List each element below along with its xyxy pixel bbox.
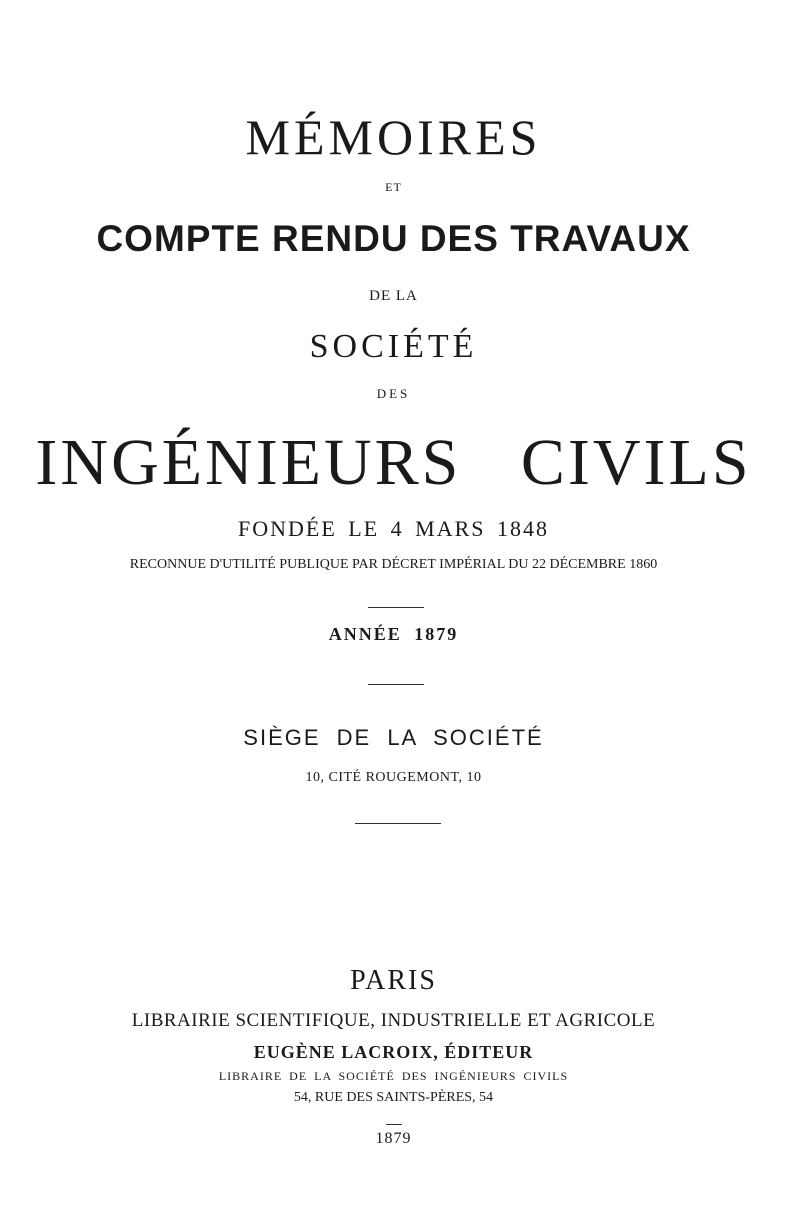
conjunction-et: ET	[385, 180, 402, 194]
divider-rule	[386, 1124, 402, 1125]
subtitle-compte-rendu: COMPTE RENDU DES TRAVAUX	[96, 218, 691, 259]
siege-heading: SIÈGE DE LA SOCIÉTÉ	[243, 725, 544, 750]
preposition-de-la: DE LA	[369, 288, 418, 304]
year-label: ANNÉE 1879	[328, 624, 459, 644]
divider-rule	[368, 684, 424, 685]
preposition-des: DES	[376, 386, 411, 401]
siege-address: 10, CITÉ ROUGEMONT, 10	[305, 770, 482, 785]
main-title: MÉMOIRES	[245, 109, 542, 165]
divider-rule	[355, 823, 441, 824]
imprint-editeur: EUGÈNE LACROIX, ÉDITEUR	[253, 1042, 534, 1062]
imprint-libraire-de: LIBRAIRE DE LA SOCIÉTÉ DES INGÉNIEURS CIVILS	[218, 1069, 569, 1083]
imprint-librairie: LIBRAIRIE SCIENTIFIQUE, INDUSTRIELLE ET AGRICOLE	[131, 1010, 656, 1031]
divider-rule	[368, 607, 424, 608]
imprint-year: 1879	[375, 1130, 412, 1147]
societe-heading: SOCIÉTÉ	[309, 328, 478, 365]
imprint-city: PARIS	[350, 965, 437, 996]
ingenieurs-civils-heading: INGÉNIEURS CIVILS	[35, 426, 752, 499]
foundation-date: FONDÉE LE 4 MARS 1848	[237, 516, 549, 541]
imprint-address: 54, RUE DES SAINTS-PÈRES, 54	[293, 1090, 494, 1105]
recognition-note: RECONNUE D'UTILITÉ PUBLIQUE PAR DÉCRET IMPÉRIAL DU 22 DÉCEMBRE 1860	[129, 557, 658, 572]
